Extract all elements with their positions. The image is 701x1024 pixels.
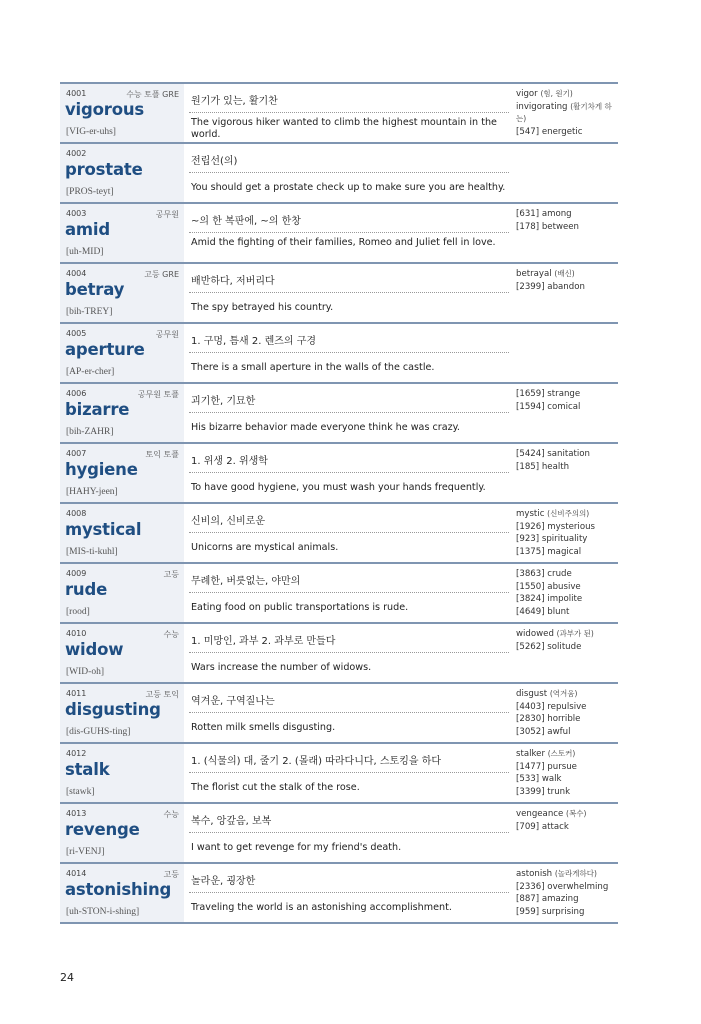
pronunciation: [VIG-er-uhs] [66,127,116,137]
related-word [516,533,618,546]
related-word-ko: (신비주의의) [547,509,590,518]
definition-cell [184,144,511,202]
related-word-en: [5424] sanitation [516,449,590,459]
exam-tags: 수능 [163,630,179,639]
definition-cell [184,684,511,742]
entry-number: 4005 [66,329,87,338]
related-words-cell [511,84,618,142]
word-header-cell [60,444,184,502]
related-word [516,508,618,521]
pronunciation: [HAHY-jeen] [66,487,118,497]
pronunciation: [MIS-ti-kuhl] [66,547,118,557]
related-word-en: [887] amazing [516,894,579,904]
related-word-en: [1550] abusive [516,581,581,592]
definition-cell [184,384,511,442]
vocab-entry [60,142,618,202]
headword: disgusting [65,700,161,719]
related-word-en: [3824] impolite [516,594,583,604]
vocab-entry [60,802,618,862]
related-word-en: [4649] blunt [516,606,570,617]
vocab-entry [60,682,618,742]
dotted-divider [189,172,509,173]
vocab-entry [60,502,618,562]
vocab-entry [60,562,618,622]
related-word-en: [2830] horrible [516,714,581,724]
entry-number: 4010 [66,629,87,638]
vocab-entry [60,862,618,924]
vocab-entry [60,322,618,382]
word-header-cell [60,864,184,922]
headword: stalk [65,760,110,779]
related-word [516,281,618,294]
entry-number: 4007 [66,449,87,458]
word-header-cell [60,384,184,442]
related-word-en: [178] between [516,221,580,232]
related-word-en: [3052] awful [516,726,571,737]
example-sentence: You should get a prostate check up to make sure you are healthy. [191,182,506,193]
related-word-en: disgust [516,689,548,699]
word-header-cell [60,144,184,202]
related-word [516,221,618,234]
related-word [516,546,618,559]
headword: betray [65,280,125,299]
entry-number: 4009 [66,569,87,578]
example-sentence: To have good hygiene, you must wash your hands frequently. [191,482,486,493]
exam-tags: 고등 [163,570,179,579]
pronunciation: [dis-GUHS-ting] [66,727,131,737]
entry-number: 4008 [66,509,87,518]
related-word-en: [5262] solitude [516,641,582,652]
related-word-en: [923] spirituality [516,534,588,544]
definition-cell [184,444,511,502]
headword: prostate [65,160,143,179]
related-word [516,713,618,726]
related-words-cell [511,324,618,382]
related-word-en: [2399] abandon [516,281,585,292]
dotted-divider [189,652,509,653]
related-word [516,101,618,126]
entry-number: 4003 [66,209,87,218]
related-word-en: vengeance [516,809,564,819]
korean-meaning: 전립선(의) [191,156,238,167]
related-word [516,268,618,281]
dotted-divider [189,592,509,593]
related-word-en: invigorating [516,101,568,112]
korean-meaning: 1. 위생 2. 위생학 [191,456,268,467]
entry-number: 4011 [66,689,87,698]
korean-meaning: 1. 미망인, 과부 2. 과부로 만들다 [191,636,336,647]
korean-meaning: 배반하다, 저버리다 [191,276,275,287]
pronunciation: [ri-VENJ] [66,847,105,857]
related-words-cell [511,564,618,622]
related-word-en: astonish [516,869,553,879]
word-header-cell [60,804,184,862]
related-word [516,893,618,906]
pronunciation: [uh-STON-i-shing] [66,907,140,917]
pronunciation: [uh-MID] [66,247,104,257]
example-sentence: Eating food on public transportations is rude. [191,602,409,613]
example-sentence: The florist cut the stalk of the rose. [191,782,360,793]
related-word [516,761,618,774]
definition-cell [184,804,511,862]
related-word [516,581,618,594]
related-words-cell [511,264,618,322]
exam-tags: 수능 [163,810,179,819]
related-word-ko: (역겨움) [549,689,578,698]
related-word [516,906,618,919]
related-word [516,88,618,101]
related-word [516,448,618,461]
example-sentence: Traveling the world is an astonishing accomplishment. [191,902,452,913]
word-header-cell [60,324,184,382]
related-words-cell [511,444,618,502]
word-header-cell [60,744,184,802]
dotted-divider [189,532,509,533]
related-word-ko: (힘, 원기) [540,89,573,98]
related-word [516,606,618,619]
related-word-en: [1375] magical [516,546,582,557]
word-header-cell [60,84,184,142]
related-word [516,701,618,714]
related-word [516,593,618,606]
exam-tags: 고등 [163,870,179,879]
related-word [516,208,618,221]
related-words-cell [511,384,618,442]
dotted-divider [189,712,509,713]
example-sentence: I want to get revenge for my friend's death. [191,842,402,853]
entry-number: 4006 [66,389,87,398]
word-header-cell [60,264,184,322]
related-word-ko: (배신) [554,269,575,278]
related-word [516,126,618,139]
related-word-ko: (과부가 된) [556,629,594,638]
definition-cell [184,564,511,622]
pronunciation: [bih-TREY] [66,307,113,317]
related-word [516,786,618,799]
entry-number: 4012 [66,749,87,758]
related-word-en: [1926] mysterious [516,521,596,532]
related-word [516,688,618,701]
exam-tags: 토익 토플 [145,450,179,459]
related-word [516,388,618,401]
word-header-cell [60,564,184,622]
pronunciation: [AP-er-cher] [66,367,115,377]
exam-tags: 공무원 [155,330,179,339]
related-word [516,821,618,834]
dotted-divider [189,832,509,833]
word-header-cell [60,504,184,562]
exam-tags: 고등 GRE [144,270,179,279]
example-sentence: The spy betrayed his country. [191,302,334,313]
word-header-cell [60,204,184,262]
related-word [516,401,618,414]
definition-cell [184,624,511,682]
headword: vigorous [65,100,144,119]
entry-number: 4002 [66,149,87,158]
related-word [516,748,618,761]
example-sentence: Amid the fighting of their families, Romeo and Juliet fell in love. [191,237,496,248]
related-word-en: [1477] pursue [516,761,577,772]
word-header-cell [60,624,184,682]
related-word-en: [2336] overwhelming [516,881,609,892]
definition-cell [184,504,511,562]
related-word [516,641,618,654]
korean-meaning: 괴기한, 기묘한 [191,396,256,407]
related-word-en: vigor [516,89,538,99]
related-words-cell [511,684,618,742]
related-word-en: widowed [516,629,554,639]
pronunciation: [PROS-teyt] [66,187,114,197]
related-words-cell [511,624,618,682]
related-word [516,726,618,739]
example-sentence: Unicorns are mystical animals. [191,542,339,553]
definition-cell [184,84,511,142]
related-word-en: [3399] trunk [516,786,571,797]
related-word-ko: (스토커) [547,749,576,758]
dotted-divider [189,292,509,293]
entry-number: 4001 [66,89,87,98]
entry-number: 4013 [66,809,87,818]
exam-tags: 공무원 [155,210,179,219]
related-word [516,521,618,534]
vocab-entry [60,382,618,442]
related-word-en: [3863] crude [516,569,572,579]
related-word [516,568,618,581]
vocabulary-table [60,82,618,924]
vocab-entry [60,262,618,322]
example-sentence: Rotten milk smells disgusting. [191,722,336,733]
pronunciation: [stawk] [66,787,95,797]
related-word [516,628,618,641]
dotted-divider [189,232,509,233]
vocab-entry [60,202,618,262]
korean-meaning: 무례한, 버릇없는, 야만의 [191,576,301,587]
related-word [516,881,618,894]
related-words-cell [511,744,618,802]
definition-cell [184,864,511,922]
related-words-cell [511,804,618,862]
example-sentence: The vigorous hiker wanted to climb the highest mountain in the world. [191,117,497,140]
example-sentence: There is a small aperture in the walls of the castle. [191,362,435,373]
korean-meaning: ~의 한 복판에, ~의 한창 [191,216,301,227]
related-word [516,808,618,821]
headword: mystical [65,520,142,539]
dotted-divider [189,112,509,113]
example-sentence: His bizarre behavior made everyone think he was crazy. [191,422,460,433]
headword: amid [65,220,110,239]
vocab-entry [60,442,618,502]
vocab-entry [60,742,618,802]
headword: bizarre [65,400,130,419]
pronunciation: [rood] [66,607,90,617]
related-word [516,773,618,786]
headword: widow [65,640,124,659]
exam-tags: 공무원 토플 [137,390,179,399]
definition-cell [184,324,511,382]
related-word-en: mystic [516,509,545,519]
word-header-cell [60,684,184,742]
pronunciation: [bih-ZAHR] [66,427,114,437]
related-word-en: betrayal [516,269,552,279]
page-number: 24 [60,971,74,984]
related-word [516,868,618,881]
related-word-en: [4403] repulsive [516,701,587,712]
dotted-divider [189,412,509,413]
related-word-en: [631] among [516,209,572,219]
dotted-divider [189,892,509,893]
related-word-en: [533] walk [516,774,562,784]
korean-meaning: 신비의, 신비로운 [191,516,265,527]
related-word-en: [1594] comical [516,401,581,412]
related-words-cell [511,504,618,562]
related-word-ko: (활기차게 하는) [516,101,612,123]
vocab-entry [60,622,618,682]
korean-meaning: 역겨운, 구역질나는 [191,696,275,707]
related-word [516,461,618,474]
related-word-ko: (놀라게하다) [554,869,597,878]
related-word-en: [547] energetic [516,126,583,137]
headword: aperture [65,340,145,359]
related-words-cell [511,204,618,262]
related-words-cell [511,144,618,202]
definition-cell [184,204,511,262]
dotted-divider [189,472,509,473]
headword: revenge [65,820,140,839]
dotted-divider [189,772,509,773]
entry-number: 4014 [66,869,87,878]
related-word-en: [1659] strange [516,389,581,399]
related-word-en: [959] surprising [516,906,585,917]
related-word-en: stalker [516,749,545,759]
korean-meaning: 1. 구멍, 틈새 2. 렌즈의 구경 [191,336,317,347]
headword: hygiene [65,460,138,479]
related-word-ko: (복수) [566,809,587,818]
exam-tags: 수능 토플 GRE [126,90,179,99]
related-word-en: [709] attack [516,821,569,832]
korean-meaning: 놀라운, 굉장한 [191,876,256,887]
example-sentence: Wars increase the number of widows. [191,662,372,673]
headword: astonishing [65,880,172,899]
related-words-cell [511,864,618,922]
dotted-divider [189,352,509,353]
korean-meaning: 원기가 있는, 활기찬 [191,96,278,107]
korean-meaning: 1. (식물의) 대, 줄기 2. (몰래) 따라다니다, 스토킹을 하다 [191,756,442,767]
headword: rude [65,580,108,599]
vocab-entry [60,82,618,142]
related-word-en: [185] health [516,461,570,472]
entry-number: 4004 [66,269,87,278]
exam-tags: 고등 토익 [145,690,179,699]
korean-meaning: 복수, 앙갚음, 보복 [191,816,272,827]
definition-cell [184,744,511,802]
pronunciation: [WID-oh] [66,667,104,677]
definition-cell [184,264,511,322]
